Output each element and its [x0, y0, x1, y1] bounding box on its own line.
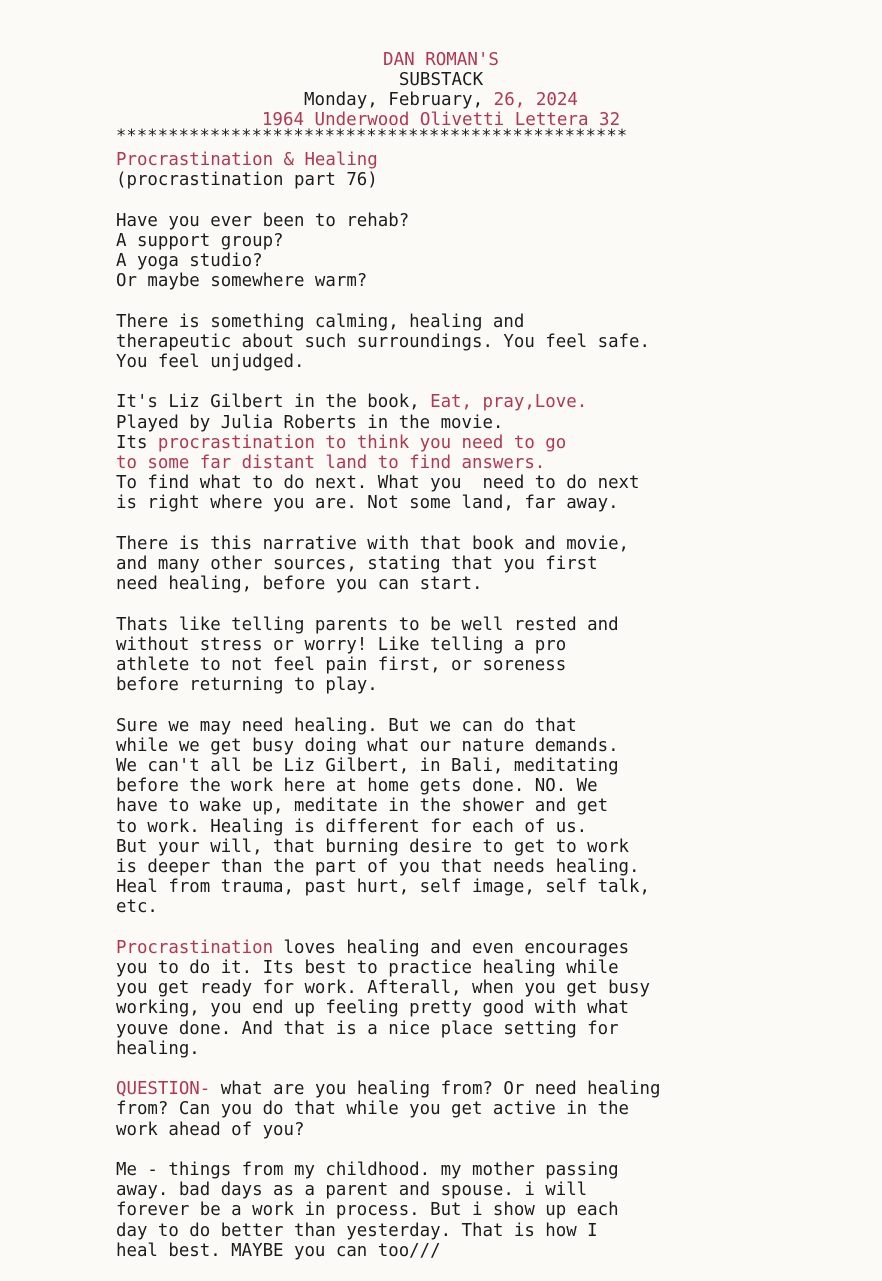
text-line: You feel unjudged.	[116, 352, 305, 372]
text-line: away. bad days as a parent and spouse. i will	[116, 1180, 588, 1201]
paragraph-1	[116, 211, 856, 292]
text-fragment: Its	[116, 432, 158, 453]
text-line: and many other sources, stating that you first	[116, 554, 598, 574]
text-line: We can't all be Liz Gilbert, in Bali, meditating	[116, 756, 619, 776]
text-line: Heal from trauma, past hurt, self image, self talk,	[116, 877, 650, 898]
text-line: healing.	[116, 1038, 200, 1059]
text-line	[116, 938, 856, 958]
header	[0, 50, 882, 130]
paragraph-4	[116, 534, 856, 595]
question-label: QUESTION-	[116, 1079, 211, 1100]
article-title: Procrastination & Healing	[116, 150, 378, 170]
date-day: 26, 2024	[493, 90, 578, 110]
text-line: need healing, before you can start.	[116, 574, 483, 595]
paragraph-7	[116, 938, 856, 1059]
text-line: before returning to play.	[116, 675, 378, 696]
text-line: without stress or worry! Like telling a pro	[116, 634, 567, 655]
paragraph-5	[116, 615, 856, 696]
text-line: while we get busy doing what our nature demands.	[116, 735, 619, 756]
text-line: is right where you are. Not some land, far away.	[116, 493, 619, 514]
text-line: etc.	[116, 897, 158, 918]
highlighted-text: procrastination to think you need to go	[157, 432, 567, 453]
text-line: athlete to not feel pain first, or soreness	[116, 655, 567, 675]
text-line: Played by Julia Roberts in the movie.	[116, 412, 504, 433]
star-separator: *************************************************	[116, 126, 628, 146]
paragraph-8	[116, 1079, 856, 1140]
paragraph-3	[116, 392, 856, 513]
title-block	[116, 150, 856, 190]
text-fragment: loves healing and even encourages	[273, 937, 630, 958]
text-line: Me - things from my childhood. my mother passing	[116, 1160, 619, 1181]
text-line: forever be a work in process. But i show up each	[116, 1200, 619, 1221]
author-name: DAN ROMAN'S	[383, 50, 499, 70]
text-line: Thats like telling parents to be well rested and	[116, 614, 619, 635]
text-line	[116, 433, 856, 453]
text-fragment: It's Liz Gilbert in the book,	[116, 392, 431, 413]
paragraph-2	[116, 312, 856, 373]
text-line: A support group?	[116, 230, 284, 251]
paragraph-6	[116, 716, 856, 918]
publication-name: SUBSTACK	[398, 70, 484, 90]
date-line	[0, 90, 882, 110]
text-line: have to wake up, meditate in the shower and get	[116, 796, 609, 817]
article-subtitle: (procrastination part 76)	[116, 170, 378, 191]
text-line: you get ready for work. Afterall, when you get busy	[116, 978, 650, 999]
text-line: you to do it. Its best to practice healing while	[116, 958, 619, 979]
text-line: Or maybe somewhere warm?	[116, 271, 368, 292]
text-line: A yoga studio?	[116, 251, 263, 271]
text-line: therapeutic about such surroundings. You feel safe.	[116, 331, 650, 352]
book-title: Eat, pray,Love.	[430, 392, 588, 413]
text-line: is deeper than the part of you that needs healing.	[116, 857, 640, 878]
text-line: before the work here at home gets done. NO. We	[116, 776, 598, 797]
text-line: There is something calming, healing and	[116, 311, 525, 332]
text-line: day to do better than yesterday. That is how I	[116, 1220, 598, 1241]
text-line: Have you ever been to rehab?	[116, 210, 410, 231]
text-line	[116, 1079, 856, 1099]
text-line: to work. Healing is different for each of us.	[116, 816, 588, 837]
text-line: To find what to do next. What you need to do next	[116, 473, 640, 494]
highlighted-word: Procrastination	[116, 937, 274, 958]
text-line: Sure we may need healing. But we can do that	[116, 715, 577, 736]
paragraph-9	[116, 1160, 856, 1261]
text-line: But your will, that burning desire to get to work	[116, 836, 630, 857]
text-line	[116, 392, 856, 412]
typewriter-model: Lettera 32	[514, 110, 621, 130]
text-line: youve done. And that is a nice place setting for	[116, 1018, 619, 1039]
text-line: working, you end up feeling pretty good with what	[116, 998, 630, 1019]
highlighted-text-line: to some far distant land to find answers.	[116, 453, 546, 473]
article-body	[116, 150, 856, 1281]
text-line: There is this narrative with that book and movie,	[116, 533, 630, 554]
text-fragment: what are you healing from? Or need healing	[210, 1079, 661, 1100]
typewriter-prefix: 1964 Underwood Olivetti	[261, 110, 515, 130]
text-line: heal best. MAYBE you can too///	[116, 1240, 441, 1261]
text-line: from? Can you do that while you get active in the	[116, 1099, 630, 1120]
date-prefix: Monday, February,	[304, 90, 494, 110]
text-line: work ahead of you?	[116, 1119, 305, 1140]
